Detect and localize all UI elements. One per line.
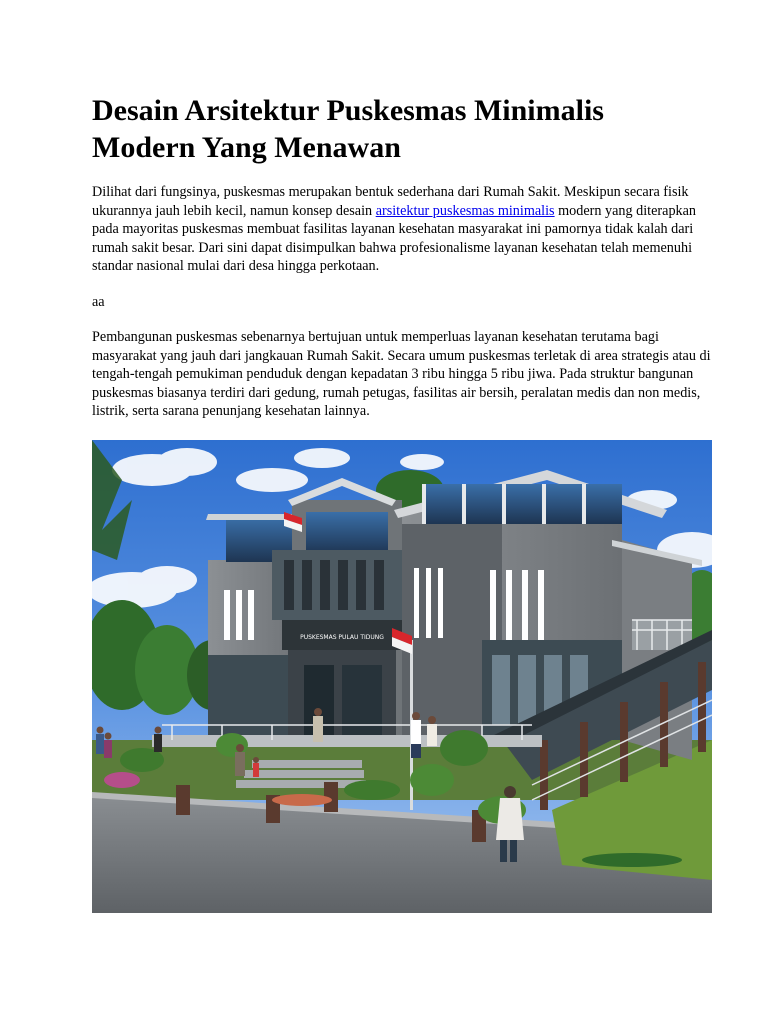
- intro-text-before-link: Dilihat dari fungsinya, puskesmas merupakan bentuk sederhana dari Rumah Sakit. Meskipun secara fisik ukurannya jauh lebih kecil, namun konsep desain: [92, 184, 689, 219]
- intro-text-after-link: modern yang diterapkan pada mayoritas puskesmas membuat fasilitas layanan kesehatan masyarakat ini pamornya tidak kalah dari rumah sakit besar. Dari sini dapat disimpulkan bahwa profesionalisme layanan kesehatan telah memenuhi standar nasional mulai dari desa hingga perkotaan.: [92, 202, 697, 274]
- architecture-link[interactable]: arsitektur puskesmas minimalis: [375, 202, 555, 219]
- puskesmas-building-image: [92, 440, 712, 913]
- short-paragraph: aa: [92, 293, 105, 310]
- body-paragraph: Pembangunan puskesmas sebenarnya bertujuan untuk memperluas layanan kesehatan terutama bagi masyarakat yang jauh dari jangkauan Rumah Sakit. Secara umum puskesmas terletak di area strategis atau di tengah-tengah pemukiman penduduk dengan kepadatan 3 ribu hingga 5 ribu jiwa. Pada struktur bangunan puskesmas biasanya terdiri dari gedung, rumah petugas, fasilitas air bersih, peralatan medis dan non medis, listrik, serta sarana penunjang kesehatan lainnya.: [92, 329, 711, 419]
- building-sign: PUSKESMAS PULAU TIDUNG: [300, 633, 384, 641]
- article-title: Desain Arsitektur Puskesmas Minimalis Modern Yang Menawan: [92, 94, 604, 164]
- article: [92, 92, 712, 913]
- intro-paragraph: [92, 183, 712, 276]
